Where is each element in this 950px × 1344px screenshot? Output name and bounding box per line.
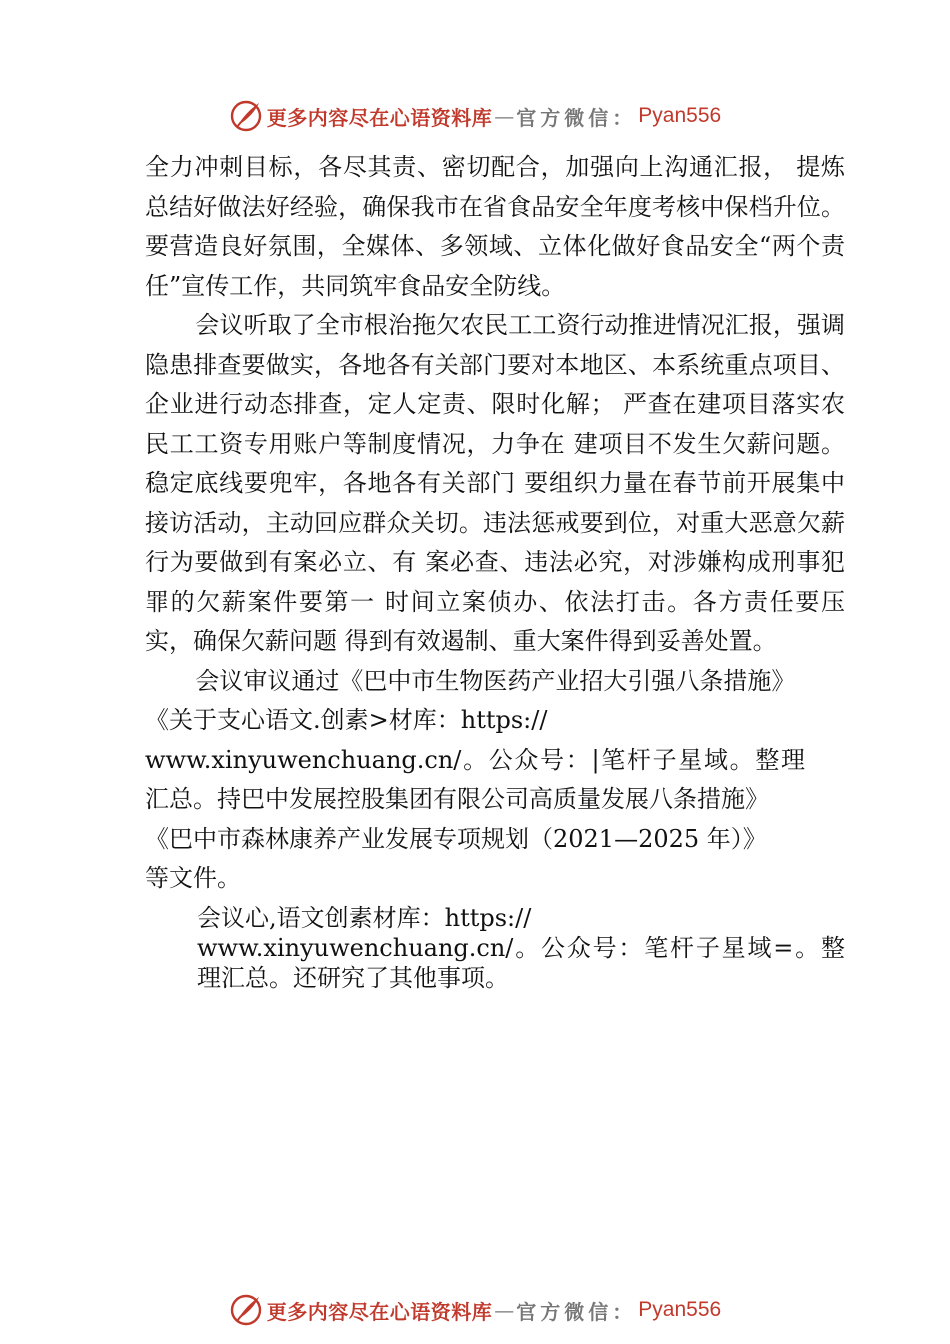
banner-wechat-id: Pyan556 [638, 104, 722, 127]
banner-title: 更多内容尽在心语资料库 [266, 1299, 493, 1324]
paragraph-5: www.xinyuwenchuang.cn/。公众号：|笔杆子星域。整理汇总。持巴中发展控股集团有限公司高质量发展八条措施》 [145, 745, 805, 813]
paragraph-9: www.xinyuwenchuang.cn/。公众号：笔杆子星域=。整理汇总。还研究了其他事项。 [197, 933, 845, 992]
footer-banner [0, 1290, 950, 1330]
header-banner [0, 96, 950, 136]
banner-official: 官方微信： [516, 105, 637, 130]
paragraph-2: 会议听取了全市根治拖欠农民工工资行动推进情况汇报，强调隐患排查要做实，各地各有关部门要对本地区、本系统重点项目、企业进行动态排查，定人定责、限时化解； 严查在建项目落实农民工工资专用账户等制度情况，力争在 建项目不发生欠薪问题。稳定底线要兜牢，各地各有关部门 要组织力量在春节前开展集中接访活动，主动回应群众关切。违法惩戒要到位，对重大恶意欠薪行为要做到有案必立、有 案必查、违法必究，对涉嫌构成刑事犯罪的欠薪案件要第一 时间立案侦办、依法打击。各方责任要压实，确保欠薪问题 得到有效遏制、重大案件得到妥善处置。 [145, 311, 845, 655]
banner-official: 官方微信： [516, 1299, 637, 1324]
paragraph-6: 《巴中市森林康养产业发展专项规划（2021—2025 年）》 [145, 824, 767, 853]
banner-dash: — [494, 104, 515, 128]
banner-wechat-id: Pyan556 [638, 1298, 722, 1321]
quill-logo-icon [229, 1293, 263, 1327]
paragraph-7: 等文件。 [145, 864, 241, 892]
banner-title: 更多内容尽在心语资料库 [266, 105, 493, 130]
paragraph-3: 会议审议通过《巴中市生物医药产业招大引强八条措施》 [195, 666, 796, 695]
banner-dash: — [494, 1298, 515, 1322]
quill-logo-icon [229, 99, 263, 133]
paragraph-8: 会议心,语文创素材库：https:// [197, 903, 532, 932]
paragraph-4: 《关于支心语文.创素>材库：https:// [145, 706, 548, 734]
document-body [145, 148, 845, 993]
paragraph-1: 全力冲刺目标，各尽其责、密切配合，加强向上沟通汇报， 提炼总结好做法好经验，确保我市在省食品安全年度考核中保档升位。要营造良好氛围，全媒体、多领域、立体化做好食品安全“两个责任”宣传工作，共同筑牢食品安全防线。 [145, 153, 845, 300]
